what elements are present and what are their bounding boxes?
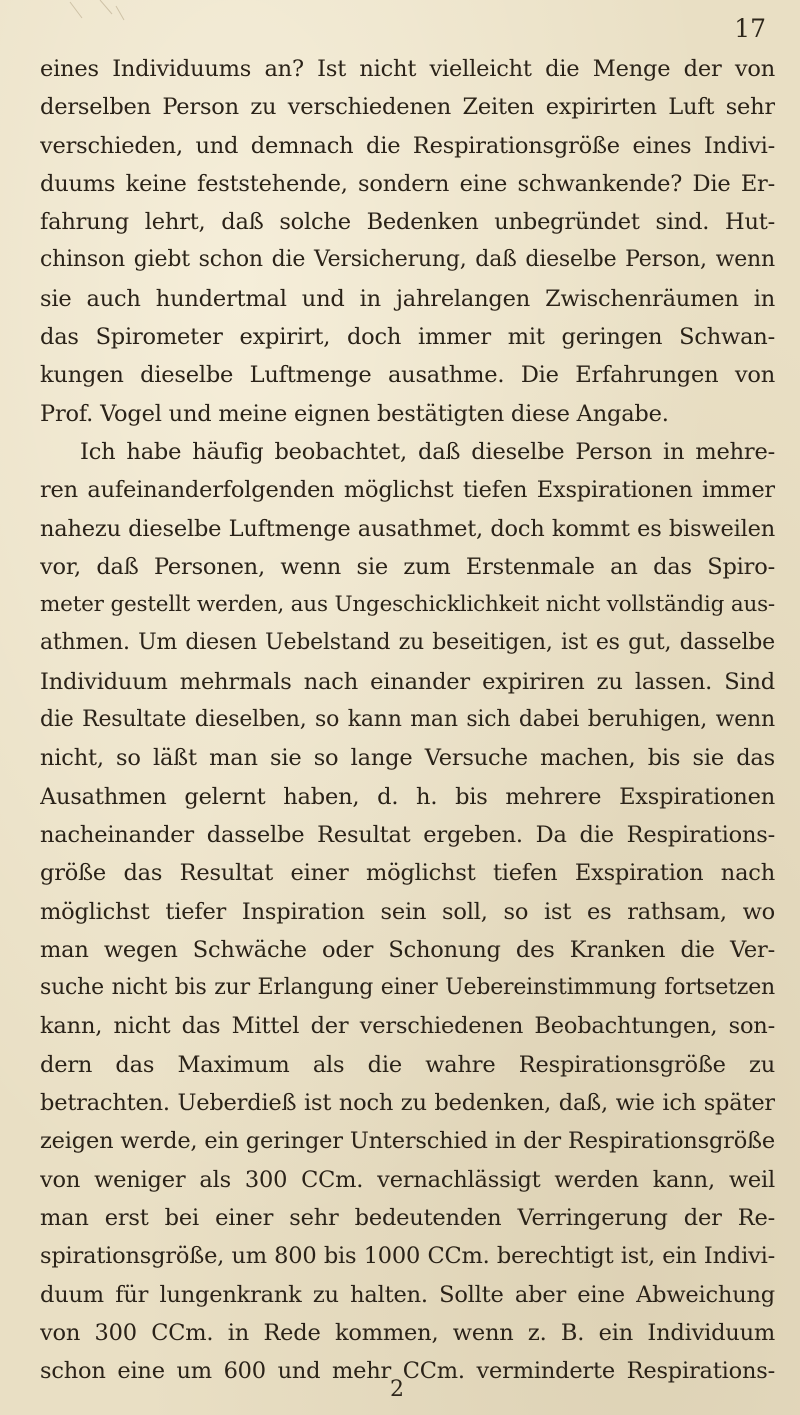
text-line: eines Individuums an? Ist nicht vielleicht die Menge der von — [40, 56, 775, 82]
text-line: kann, nicht das Mittel der verschiedenen Beobachtungen, son- — [40, 1013, 775, 1040]
text-line: chinson giebt schon die Versicherung, daß dieselbe Person, wenn — [40, 247, 775, 273]
text-line: ren aufeinanderfolgenden möglichst tiefen Exspirationen immer — [40, 477, 775, 504]
text-line: spirationsgröße, um 800 bis 1000 CCm. berechtigt ist, ein Indivi- — [40, 1243, 775, 1270]
text-line: größe das Resultat einer möglichst tiefen Exspiration nach — [40, 860, 775, 887]
text-line: die Resultate dieselben, so kann man sich dabei beruhigen, wenn — [40, 707, 775, 733]
text-line: zeigen werde, ein geringer Unterschied in der Respirationsgröße — [40, 1128, 775, 1155]
body-text — [40, 50, 775, 1390]
text-line: fahrung lehrt, daß solche Bedenken unbegründet sind. Hut- — [40, 209, 775, 236]
text-line: meter gestellt werden, aus Ungeschicklichkeit nicht vollständig aus- — [40, 592, 775, 618]
text-line: schon eine um 600 und mehr CCm. verminderte Respirations- — [40, 1358, 775, 1385]
text-line: Prof. Vogel und meine eignen bestätigten diese Angabe. — [40, 400, 669, 427]
page-number: 17 — [734, 14, 766, 43]
text-line: möglichst tiefer Inspiration sein soll, so ist es rathsam, wo — [40, 898, 775, 925]
signature-mark: 2 — [390, 1377, 404, 1402]
text-line: man wegen Schwäche oder Schonung des Kranken die Ver- — [40, 936, 775, 963]
text-line: nahezu dieselbe Luftmenge ausathmet, doch kommt es bisweilen — [40, 515, 775, 542]
text-line: athmen. Um diesen Uebelstand zu beseitigen, ist es gut, dasselbe — [40, 630, 775, 656]
text-line: derselben Person zu verschiedenen Zeiten expirirten Luft sehr — [40, 94, 775, 121]
text-line: Individuum mehrmals nach einander expiriren zu lassen. Sind — [40, 668, 775, 695]
text-line: duums keine feststehende, sondern eine schwankende? Die Er- — [40, 170, 775, 197]
corner-ink-mark — [60, 0, 130, 30]
text-line: verschieden, und demnach die Respirationsgröße eines Indivi- — [40, 132, 775, 159]
text-line: sie auch hundertmal und in jahrelangen Zwischenräumen in — [40, 285, 775, 312]
text-line: nicht, so läßt man sie so lange Versuche machen, bis sie das — [40, 745, 775, 772]
text-line: kungen dieselbe Luftmenge ausathme. Die Erfahrungen von — [40, 362, 775, 389]
text-line: suche nicht bis zur Erlangung einer Uebereinstimmung fortsetzen — [40, 975, 775, 1001]
text-line: nacheinander dasselbe Resultat ergeben. Da die Respirations- — [40, 821, 775, 848]
text-line: dern das Maximum als die wahre Respirationsgröße zu — [40, 1051, 775, 1078]
text-line: Ich habe häufig beobachtet, daß dieselbe Person in mehre- — [80, 438, 775, 465]
text-line: vor, daß Personen, wenn sie zum Erstenmale an das Spiro- — [40, 553, 775, 580]
text-line: duum für lungenkrank zu halten. Sollte aber eine Abweichung — [40, 1281, 775, 1308]
text-line: Ausathmen gelernt haben, d. h. bis mehrere Exspirationen — [40, 783, 775, 810]
text-line: man erst bei einer sehr bedeutenden Verringerung der Re- — [40, 1204, 775, 1231]
text-line: das Spirometer expirirt, doch immer mit geringen Schwan- — [40, 324, 775, 351]
text-line: von 300 CCm. in Rede kommen, wenn z. B. ein Individuum — [40, 1319, 775, 1346]
text-line: von weniger als 300 CCm. vernachlässigt werden kann, weil — [40, 1166, 775, 1193]
text-line: betrachten. Ueberdieß ist noch zu bedenken, daß, wie ich später — [40, 1090, 775, 1117]
